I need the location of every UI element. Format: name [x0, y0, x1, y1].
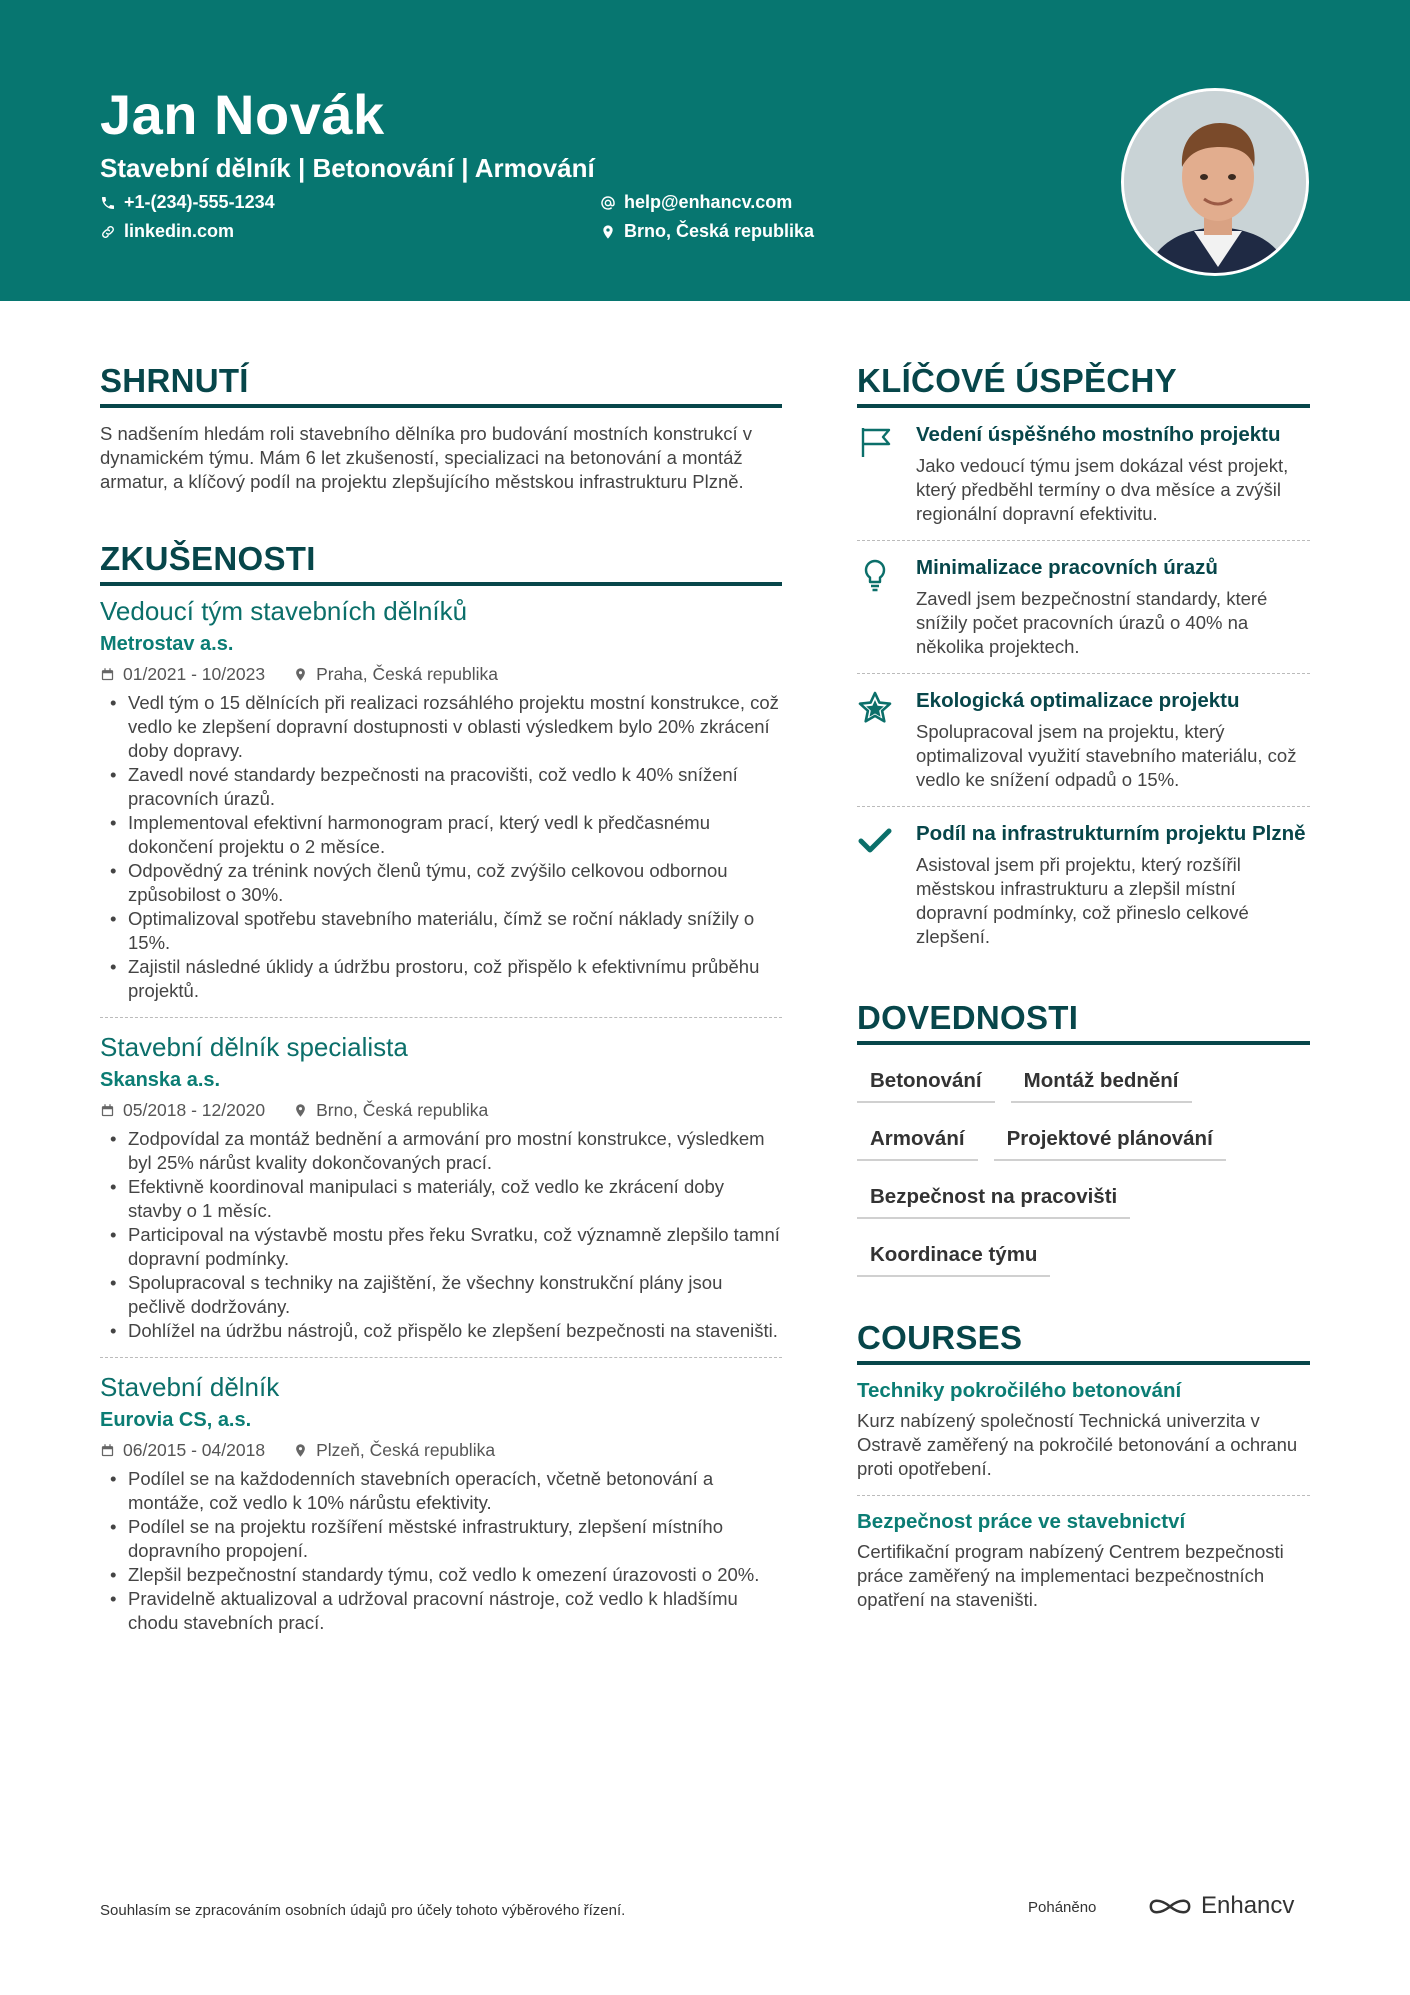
experience-heading: ZKUŠENOSTI	[100, 540, 782, 586]
achievement-item	[857, 806, 1310, 963]
course-text: Kurz nabízený společností Technická univerzita v Ostravě zaměřený na pokročilé betonování a ochranu proti opotřebení.	[857, 1410, 1298, 1479]
location-pin-icon	[293, 1103, 308, 1118]
contact-email	[600, 192, 792, 213]
star-icon	[857, 690, 893, 726]
calendar-icon	[100, 1443, 115, 1458]
bullet-item: • Pravidelně aktualizoval a udržoval pracovní nástroje, což vedlo k hladšímu chodu stavebních prací.	[100, 1587, 782, 1635]
contact-linkedin	[100, 221, 234, 242]
achievement-text: Spolupracoval jsem na projektu, který optimalizoval využití stavebního materiálu, což vedlo ke snížení odpadů o 15%.	[916, 721, 1297, 790]
enhancv-logo-icon	[1147, 1895, 1193, 1918]
bullet-item: • Vedl tým o 15 dělnících při realizaci rozsáhlého projektu mostní konstrukce, což vedlo ke zlepšení dopravní dostupnosti v oblasti výsledkem bylo 20% zkrácení doby dopravy.	[100, 691, 782, 763]
right-column	[857, 362, 1310, 1626]
bullet-item: • Podílel se na projektu rozšíření městské infrastruktury, zlepšení místního dopravního propojení.	[100, 1515, 782, 1563]
job-bullets	[100, 691, 782, 1003]
bullet-item: • Odpovědný za trénink nových členů týmu, což zvýšilo celkovou odbornou způsobilost o 30%.	[100, 859, 782, 907]
skills-section	[857, 999, 1310, 1297]
skills-list	[857, 1065, 1310, 1297]
email-value[interactable]: help@enhancv.com	[624, 192, 793, 212]
summary-heading: SHRNUTÍ	[100, 362, 782, 408]
location-pin-icon	[293, 1443, 308, 1458]
job-company: Skanska a.s.	[100, 1069, 221, 1091]
achievement-title: Minimalizace pracovních úrazů	[916, 556, 1218, 579]
experience-section	[100, 540, 782, 1649]
job-title: Stavební dělník	[100, 1372, 280, 1402]
bullet-item: • Podílel se na každodenních stavebních operacích, včetně betonování a montáže, což vedlo k 10% nárůstu efektivity.	[100, 1467, 782, 1515]
bullet-item: • Dohlížel na údržbu nástrojů, což přispělo ke zlepšení bezpečnosti na staveništi.	[100, 1319, 782, 1343]
bullet-item: • Zlepšil bezpečnostní standardy týmu, což vedlo k omezení úrazovosti o 20%.	[100, 1563, 782, 1587]
bullet-item: • Participoval na výstavbě mostu přes řeku Svratku, což významně zlepšilo tamní dopravní podmínky.	[100, 1223, 782, 1271]
job-meta	[100, 1100, 782, 1121]
skill-tag: Betonování	[857, 1065, 995, 1103]
achievements-heading: KLÍČOVÉ ÚSPĚCHY	[857, 362, 1310, 408]
checkmark-icon	[857, 823, 893, 859]
course-title: Bezpečnost práce ve stavebnictví	[857, 1510, 1186, 1533]
contact-phone	[100, 192, 275, 213]
job-bullets	[100, 1467, 782, 1635]
job-entry	[100, 1017, 782, 1357]
skill-tag: Projektové plánování	[994, 1123, 1226, 1161]
job-dates: 06/2015 - 04/2018	[123, 1440, 266, 1460]
job-entry	[100, 596, 782, 1017]
job-bullets	[100, 1127, 782, 1343]
calendar-icon	[100, 667, 115, 682]
bullet-item: • Zavedl nové standardy bezpečnosti na pracovišti, což vedlo k 40% snížení pracovních úrazů.	[100, 763, 782, 811]
achievement-title: Podíl na infrastrukturním projektu Plzně	[916, 822, 1306, 845]
course-title: Techniky pokročilého betonování	[857, 1379, 1182, 1402]
candidate-name: Jan Novák	[100, 83, 385, 146]
achievement-item	[857, 422, 1310, 540]
job-dates: 01/2021 - 10/2023	[123, 664, 266, 684]
summary-section	[100, 362, 782, 494]
bullet-item: • Optimalizoval spotřebu stavebního materiálu, čímž se roční náklady snížily o 15%.	[100, 907, 782, 955]
candidate-subtitle: Stavební dělník | Betonování | Armování	[100, 153, 595, 183]
course-item	[857, 1495, 1310, 1626]
job-location: Praha, Česká republika	[316, 664, 498, 684]
job-title: Vedoucí tým stavebních dělníků	[100, 596, 468, 626]
at-icon	[600, 195, 616, 211]
bullet-item: • Zodpovídal za montáž bednění a armování pro mostní konstrukce, výsledkem byl 25% nárůst kvality dokončovaných prací.	[100, 1127, 782, 1175]
bullet-item: • Implementoval efektivní harmonogram prací, který vedl k předčasnému dokončení projektu o 2 měsíce.	[100, 811, 782, 859]
brand-name: Enhancv	[1201, 1892, 1295, 1919]
location-pin-icon	[600, 224, 616, 240]
phone-icon	[100, 195, 116, 211]
achievement-text: Zavedl jsem bezpečnostní standardy, které snížily počet pracovních úrazů o 40% na několika projektech.	[916, 588, 1268, 657]
course-item	[857, 1379, 1310, 1495]
contact-location	[600, 221, 814, 242]
skills-heading: DOVEDNOSTI	[857, 999, 1310, 1045]
courses-heading: COURSES	[857, 1319, 1310, 1365]
job-title: Stavební dělník specialista	[100, 1032, 408, 1062]
job-company: Eurovia CS, a.s.	[100, 1409, 252, 1431]
achievement-item	[857, 673, 1310, 806]
calendar-icon	[100, 1103, 115, 1118]
job-meta	[100, 1440, 782, 1461]
linkedin-value[interactable]: linkedin.com	[124, 221, 235, 241]
lightbulb-icon	[857, 557, 893, 593]
courses-section	[857, 1319, 1310, 1626]
job-meta	[100, 664, 782, 685]
skill-tag: Montáž bednění	[1011, 1065, 1192, 1103]
achievement-text: Jako vedoucí týmu jsem dokázal vést projekt, který předběhl termíny o dva měsíce a zvýšil regionální dopravní efektivitu.	[916, 455, 1289, 524]
achievements-section	[857, 362, 1310, 963]
course-text: Certifikační program nabízený Centrem bezpečnosti práce zaměřený na implementaci bezpečnostních opatření na staveništi.	[857, 1541, 1284, 1610]
location-value: Brno, Česká republika	[624, 221, 815, 241]
resume-header	[0, 0, 1410, 301]
bullet-item: • Spolupracoval s techniky na zajištění, že všechny konstrukční plány jsou pečlivě dodržovány.	[100, 1271, 782, 1319]
job-entry	[100, 1357, 782, 1649]
job-location: Brno, Česká republika	[316, 1100, 489, 1120]
bullet-item: • Zajistil následné úklidy a údržbu prostoru, což přispělo k efektivnímu průběhu projektů.	[100, 955, 782, 1003]
achievement-title: Ekologická optimalizace projektu	[916, 689, 1240, 712]
job-company: Metrostav a.s.	[100, 633, 234, 655]
skill-tag: Bezpečnost na pracovišti	[857, 1181, 1130, 1219]
consent-note: Souhlasím se zpracováním osobních údajů pro účely tohoto výběrového řízení.	[100, 1902, 626, 1919]
profile-photo	[1121, 88, 1309, 276]
link-icon	[100, 224, 116, 240]
summary-text: S nadšením hledám roli stavebního dělníka pro budování mostních konstrukcí v dynamickém týmu. Mám 6 let zkušeností, specializaci na betonování a montáž armatur, a klíčový podíl na projektu zlepšujícího městskou infrastrukturu Plzně.	[100, 423, 752, 492]
achievement-item	[857, 540, 1310, 673]
location-pin-icon	[293, 667, 308, 682]
bullet-item: • Efektivně koordinoval manipulaci s materiály, což vedlo ke zkrácení doby stavby o 1 měsíc.	[100, 1175, 782, 1223]
flag-icon	[857, 424, 893, 460]
powered-by-label: Poháněno	[1028, 1899, 1097, 1916]
skill-tag: Koordinace týmu	[857, 1239, 1050, 1277]
phone-value[interactable]: +1-(234)-555-1234	[124, 192, 275, 212]
achievement-text: Asistoval jsem při projektu, který rozšířil městskou infrastrukturu a zlepšil místní dopravní podmínky, což přineslo celkové zlepšení.	[916, 854, 1249, 947]
job-location: Plzeň, Česká republika	[316, 1440, 496, 1460]
achievement-title: Vedení úspěšného mostního projektu	[916, 423, 1281, 446]
job-dates: 05/2018 - 12/2020	[123, 1100, 266, 1120]
brand-logo[interactable]	[1147, 1892, 1294, 1920]
left-column	[100, 362, 782, 1649]
skill-tag: Armování	[857, 1123, 978, 1161]
